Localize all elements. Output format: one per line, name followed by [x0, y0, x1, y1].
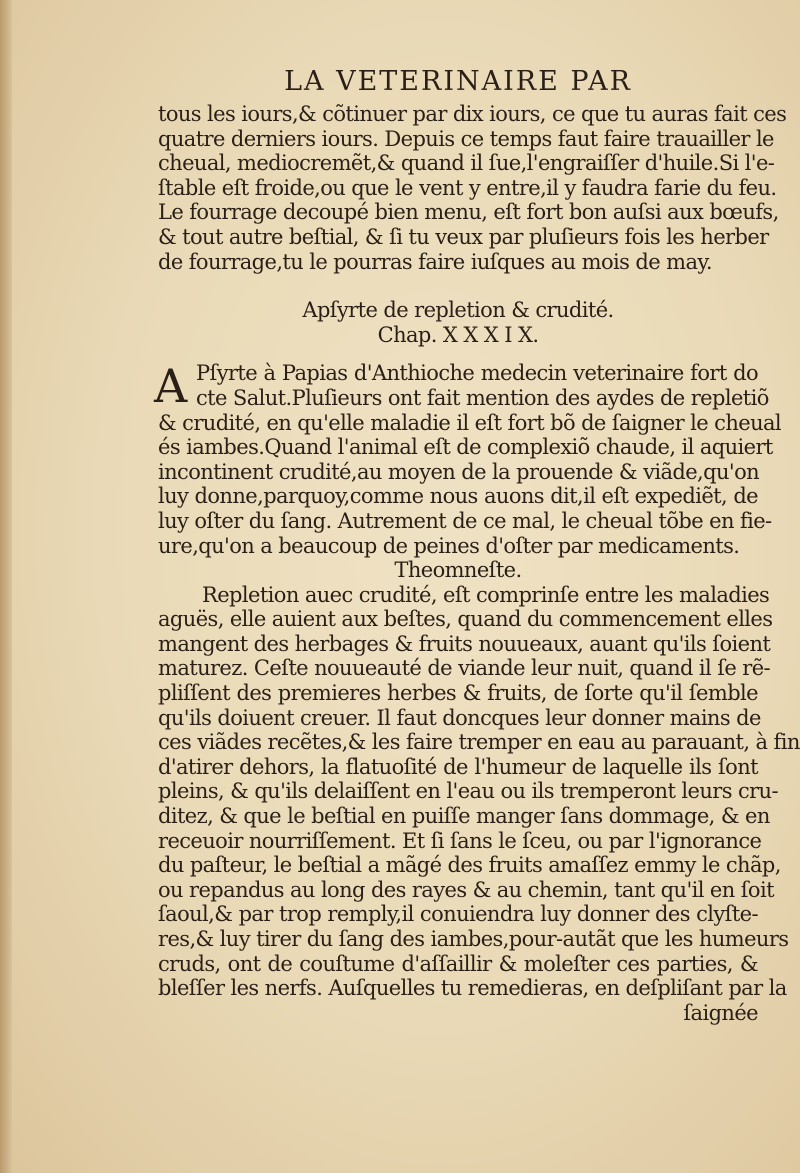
- spacer: [158, 274, 758, 298]
- text-line: Le fourrage decoupé bien menu, eſt fort bon auſsi aux bœufs,: [158, 200, 779, 225]
- text-line: receuoir nourriſſement. Et ſi ſans le ſceu, ou par l'ignorance: [158, 828, 762, 853]
- text-line: és iambes.Quand l'animal eſt de complexiõ chaude, il aquiert: [158, 435, 773, 460]
- chapter-title: Apſyrte de repletion & crudité.: [302, 298, 614, 323]
- text-line: Pſyrte à Papias d'Anthioche medecin veterinaire fort do: [196, 361, 758, 386]
- chapter-number: Chap. X X X I X.: [377, 322, 539, 347]
- text-line: ditez, & que le beſtial en puiſſe manger ſans dommage, & en: [158, 804, 770, 829]
- text-line: luy donne,parquoy,comme nous auons dit,il eſt expediẽt, de: [158, 484, 758, 509]
- text-line: cruds, ont de couſtume d'aſſaillir & moleſter ces parties, &: [158, 951, 758, 976]
- text-line: qu'ils doiuent creuer. Il faut doncques leur donner mains de: [158, 705, 761, 730]
- page-binding-edge: [0, 0, 12, 1173]
- catchword: ſaignée: [683, 1000, 758, 1025]
- running-head: LA VETERINAIRE PAR: [284, 66, 632, 97]
- text-line: ou repandus au long des rayes & au chemin, tant qu'il en ſoit: [158, 877, 774, 902]
- text-line: Repletion auec crudité, eſt comprinſe entre les maladies: [202, 582, 770, 607]
- text-line: ſaoul,& par trop remply,il conuiendra luy donner des clyſte-: [158, 902, 758, 927]
- text-line: bleſſer les nerfs. Auſquelles tu remedieras, en deſpliſant par la: [158, 976, 787, 1001]
- spacer: [158, 347, 758, 361]
- text-line: ces viãdes recẽtes,& les faire tremper en eau au parauant, à fin: [158, 730, 800, 755]
- drop-capital: A: [154, 359, 188, 414]
- text-line: cte Salut.Pluſieurs ont fait mention des aydes de repletiõ: [196, 385, 769, 410]
- text-line: pliſſent des premieres herbes & fruits, de ſorte qu'il ſemble: [158, 681, 758, 706]
- text-line: tous les iours,& cõtinuer par dix iours, ce que tu auras fait ces: [158, 102, 787, 126]
- text-line: & tout autre beſtial, & ſi tu veux par pluſieurs fois les herber: [158, 224, 769, 249]
- text-line: res,& luy tirer du ſang des iambes,pour-autãt que les humeurs: [158, 927, 789, 951]
- text-line: & crudité, en qu'elle maladie il eſt fort bõ de ſaigner le cheual: [158, 410, 782, 435]
- text-block: [154, 62, 800, 1025]
- text-line: cheual, mediocremẽt,& quand il ſue,l'engraiſſer d'huile.Si l'e-: [158, 151, 775, 176]
- paragraph-3: [158, 582, 800, 1001]
- speaker-heading: Theomneſte.: [394, 558, 522, 583]
- text-line: maturez. Ceſte nouueauté de viande leur nuit, quand il ſe rẽ-: [158, 656, 771, 681]
- text-line: ſtable eſt froide,ou que le vent y entre,il y faudra farie du feu.: [158, 175, 777, 200]
- text-line: ure,qu'on a beaucoup de peines d'oſter par medicaments.: [158, 533, 740, 558]
- text-line: quatre derniers iours. Depuis ce temps faut faire trauailler le: [158, 126, 774, 151]
- text-line: aguës, elle auient aux beſtes, quand du commencement elles: [158, 607, 773, 632]
- paragraph-2: [154, 359, 782, 558]
- text-line: incontinent crudité,au moyen de la prouende & viãde,qu'on: [158, 459, 760, 484]
- text-line: du paſteur, le beſtial a mãgé des fruits amaſſez emmy le chãp,: [158, 853, 781, 878]
- text-line: luy oſter du ſang. Autrement de ce mal, le cheual tõbe en fie-: [158, 508, 772, 533]
- text-line: pleins, & qu'ils delaiſſent en l'eau ou ils tremperont leurs cru-: [158, 779, 778, 804]
- text-line: de fourrage,tu le pourras faire iuſques au mois de may.: [158, 249, 712, 274]
- paragraph-1: [158, 102, 787, 274]
- text-line: mangent des herbages & fruits nouueaux, auant qu'ils ſoient: [158, 631, 771, 656]
- text-line: d'atirer dehors, la flatuoſité de l'humeur de laquelle ils ſont: [158, 754, 758, 779]
